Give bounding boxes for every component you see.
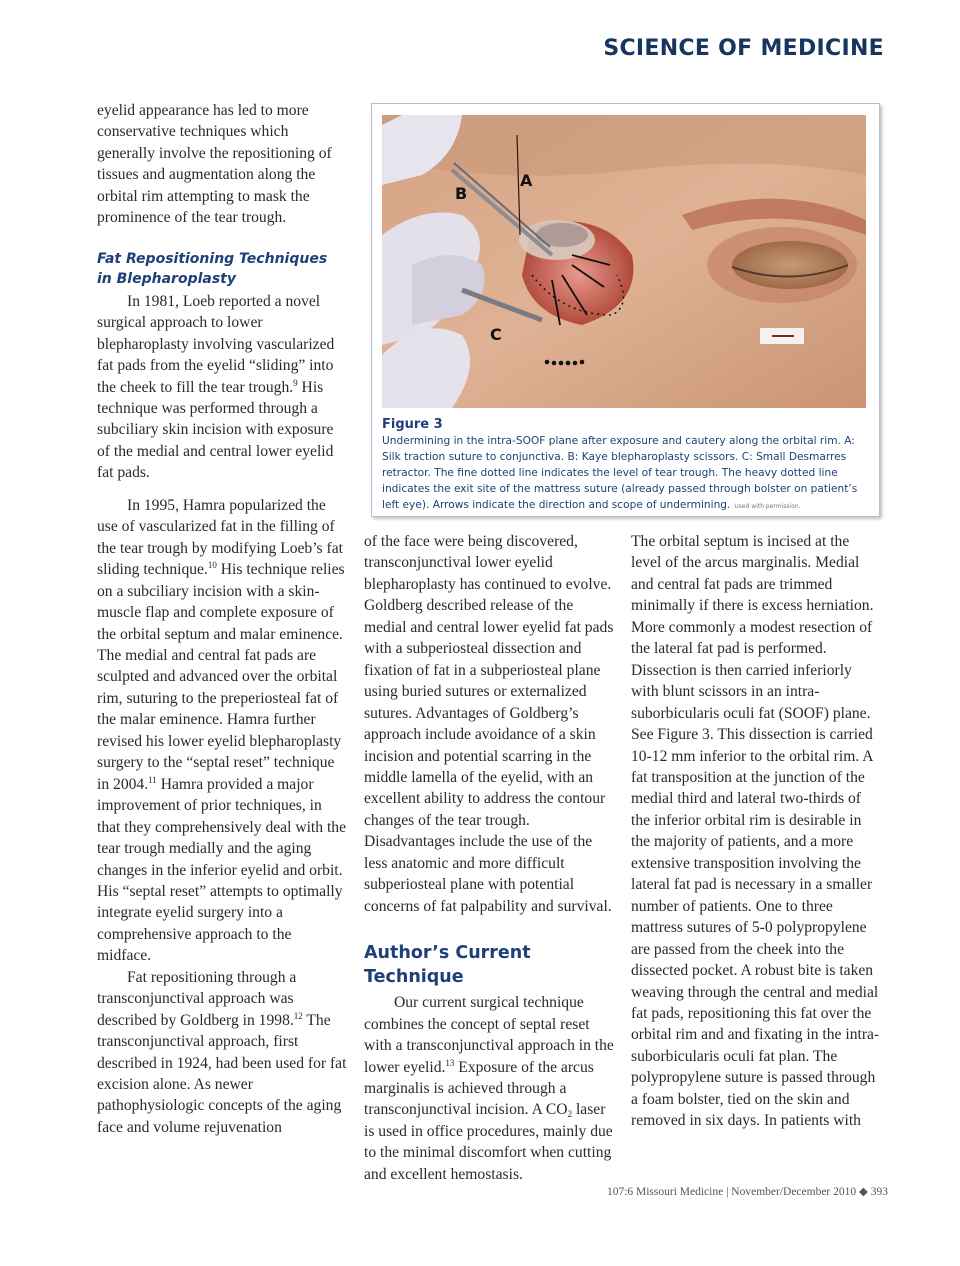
caption-body: Undermining in the intra-SOOF plane after exposure and cautery along the orbital rim. A: Silk traction suture to conjunctiva. B: Kaye blepharoplasty scissors. C: Small Desmarres retractor. The fine dotted line indicates the level of tear trough. The heavy dotted line indicates the exit site of the mattress suture (already passed through bolster on patient’s left eye). Arrows indicate the direction and scope of undermining.: [382, 435, 858, 511]
paragraph: [97, 291, 347, 484]
figure-label-b: B: [455, 184, 468, 203]
reference-number: 13: [445, 1057, 455, 1068]
text-run: Hamra provided a major improvement of prior techniques, in that they comprehensively deal with the tear trough medially and the aging changes in the inferior eyelid and orbit. His “septal reset” attempts to optimally integrate eyelid surgery into a comprehensive approach to the midface.: [97, 775, 346, 965]
footer-bullet: ◆: [859, 1186, 868, 1198]
column-3: [631, 531, 881, 1132]
subheading-line-2: in Blepharoplasty: [97, 270, 236, 287]
text-run: Our current surgical technique combines the concept of septal reset with a transconjunctival approach in the lower eyelid.: [364, 994, 614, 1076]
text-run: The transconjunctival approach, first described in 1924, had been used for fat excision alone. As newer pathophysiologic concepts of the aging face and volume rejuvenation: [97, 1011, 347, 1136]
page-number: 393: [870, 1186, 888, 1198]
figure-label-a: A: [520, 171, 533, 190]
subscript: 2: [567, 1109, 573, 1120]
paragraph: The orbital septum is incised at the level of the arcus marginalis. Medial and central fat pads are trimmed minimally if there is excess herniation. More commonly a modest resection of the lateral fat pad is performed. Dissection is then carried inferiorly with blunt scissors in an intra-suborbicularis oculi fat (SOOF) plane. See Figure 3. This dissection is carried 10-12 mm inferior to the orbital rim. A fat transposition at the junction of the medial third and lateral two-thirds of the inferior orbital rim is desirable in the majority of patients, and a more extensive transposition involving the lateral fat pad is necessary in a smaller number of patients. One to three mattress sutures of 5-0 polypropylene are passed from the cheek into the dissected pocket. A robust bite is taken weaving through the central and medial fat pads, repositioning this fat over the orbital rim and and fixating in the intra-suborbicularis oculi fat plan. The polypropylene suture is passed through a foam bolster, tied on the skin and removed in six days. In patients with: [631, 533, 880, 1130]
paragraph: [97, 967, 347, 1139]
reference-number: 11: [148, 774, 157, 785]
text-run: laser is used in office procedures, mainly due to the minimal discomfort when cutting and excellent hemostasis.: [364, 1101, 613, 1183]
paragraph: [364, 992, 617, 1185]
figure-3: [371, 103, 880, 517]
text-run: His technique relies on a subciliary incision with a skin-muscle flap and complete exposure of the orbital septum and malar eminence. The medial and central fat pads are sculpted and advanced over the orbital rim, suturing to the preperiosteal fat of the malar eminence. Hamra further revised his lower eyelid blepharoplasty surgery to the “septal reset” technique in 2004.: [97, 561, 345, 793]
text-run: Fat repositioning through a transconjunctival approach was described by Goldberg in 1998.: [97, 968, 297, 1029]
column-1: [97, 100, 347, 1138]
reference-number: 10: [207, 560, 217, 571]
reference-number: 12: [293, 1010, 303, 1021]
surgical-photo: [382, 115, 866, 408]
section-header: SCIENCE OF MEDICINE: [603, 36, 884, 61]
section-heading: Author’s Current Technique: [364, 943, 531, 988]
text-run: Exposure of the arcus marginalis is achieved through a transconjunctival incision. A CO: [364, 1058, 594, 1119]
reference-number: 9: [293, 377, 298, 388]
paragraph: of the face were being discovered, transconjunctival lower eyelid blepharoplasty has continued to evolve. Goldberg described release of the medial and central lower eyelid fat pads with a subperiosteal dissection and fixation of fat in a subperiosteal plane using buried sutures or externalized sutures. Advantages of Goldberg’s approach include avoidance of a skin incision and potential scarring in the middle lamella of the eyelid, with an excellent ability to address the contour changes of the tear trough. Disadvantages include the use of the less anatomic and more difficult subperiosteal plane with potential concerns of fat palpability and survival.: [364, 533, 614, 915]
journal-issue: 107:6 Missouri Medicine: [606, 1186, 724, 1198]
text-run: In 1995, Hamra popularized the use of vascularized fat in the filling of the tear trough by modifying Loeb’s fat sliding technique.: [97, 496, 343, 579]
text-run: In 1981, Loeb reported a novel surgical approach to lower blepharoplasty involving vascularized fat pads from the eyelid “sliding” into the cheek to fill the tear trough.: [97, 292, 335, 396]
figure-title: Figure 3: [382, 417, 443, 432]
subheading: [97, 249, 347, 289]
footer-separator: |: [726, 1186, 729, 1198]
column-2: [364, 531, 617, 1185]
text-run: His technique was performed through a subciliary skin incision with exposure of the medial and central lower eyelid fat pads.: [97, 378, 334, 482]
page-footer: [607, 1184, 888, 1198]
issue-date: November/December 2010: [731, 1186, 857, 1198]
permission-note: Used with permission.: [734, 503, 801, 510]
paragraph: [97, 495, 347, 967]
figure-caption: [382, 416, 868, 515]
figure-caption-text: [382, 433, 868, 515]
subheading-line-1: Fat Repositioning Techniques: [97, 250, 328, 267]
paragraph: eyelid appearance has led to more conservative techniques which generally involve the repositioning of tissues and augmentation along the orbital rim attempting to mask the prominence of the tear trough.: [97, 102, 332, 227]
figure-label-c: C: [490, 325, 502, 344]
